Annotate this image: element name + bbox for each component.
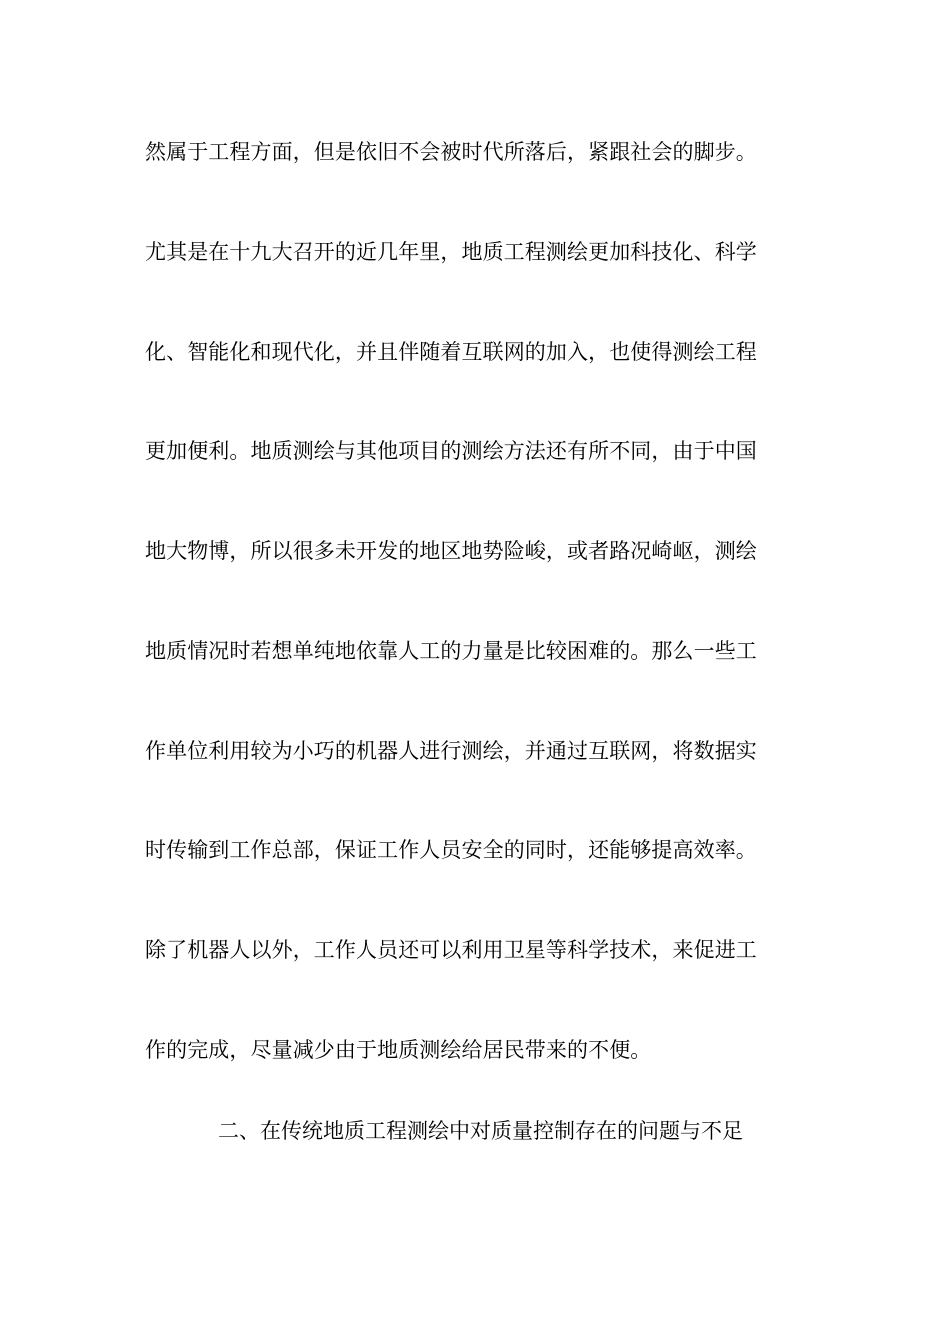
paragraph-line-5: 地大物博，所以很多未开发的地区地势险峻，或者路况崎岖，测绘 (145, 539, 757, 563)
paragraph-line-7: 作单位利用较为小巧的机器人进行测绘，并通过互联网，将数据实 (145, 739, 757, 763)
paragraph-line-10: 作的完成，尽量减少由于地质测绘给居民带来的不便。 (145, 1038, 652, 1062)
section-heading: 二、在传统地质工程测绘中对质量控制存在的问题与不足 (218, 1119, 743, 1143)
paragraph-line-9: 除了机器人以外，工作人员还可以利用卫星等科学技术，来促进工 (145, 938, 757, 962)
paragraph-line-4: 更加便利。地质测绘与其他项目的测绘方法还有所不同，由于中国 (145, 439, 757, 463)
paragraph-line-2: 尤其是在十九大召开的近几年里，地质工程测绘更加科技化、科学 (145, 240, 757, 264)
paragraph-line-8: 时传输到工作总部，保证工作人员安全的同时，还能够提高效率。 (145, 838, 757, 862)
paragraph-line-6: 地质情况时若想单纯地依靠人工的力量是比较困难的。那么一些工 (145, 639, 757, 663)
paragraph-line-1: 然属于工程方面，但是依旧不会被时代所落后，紧跟社会的脚步。 (145, 140, 757, 164)
paragraph-line-3: 化、智能化和现代化，并且伴随着互联网的加入，也使得测绘工程 (145, 340, 757, 364)
